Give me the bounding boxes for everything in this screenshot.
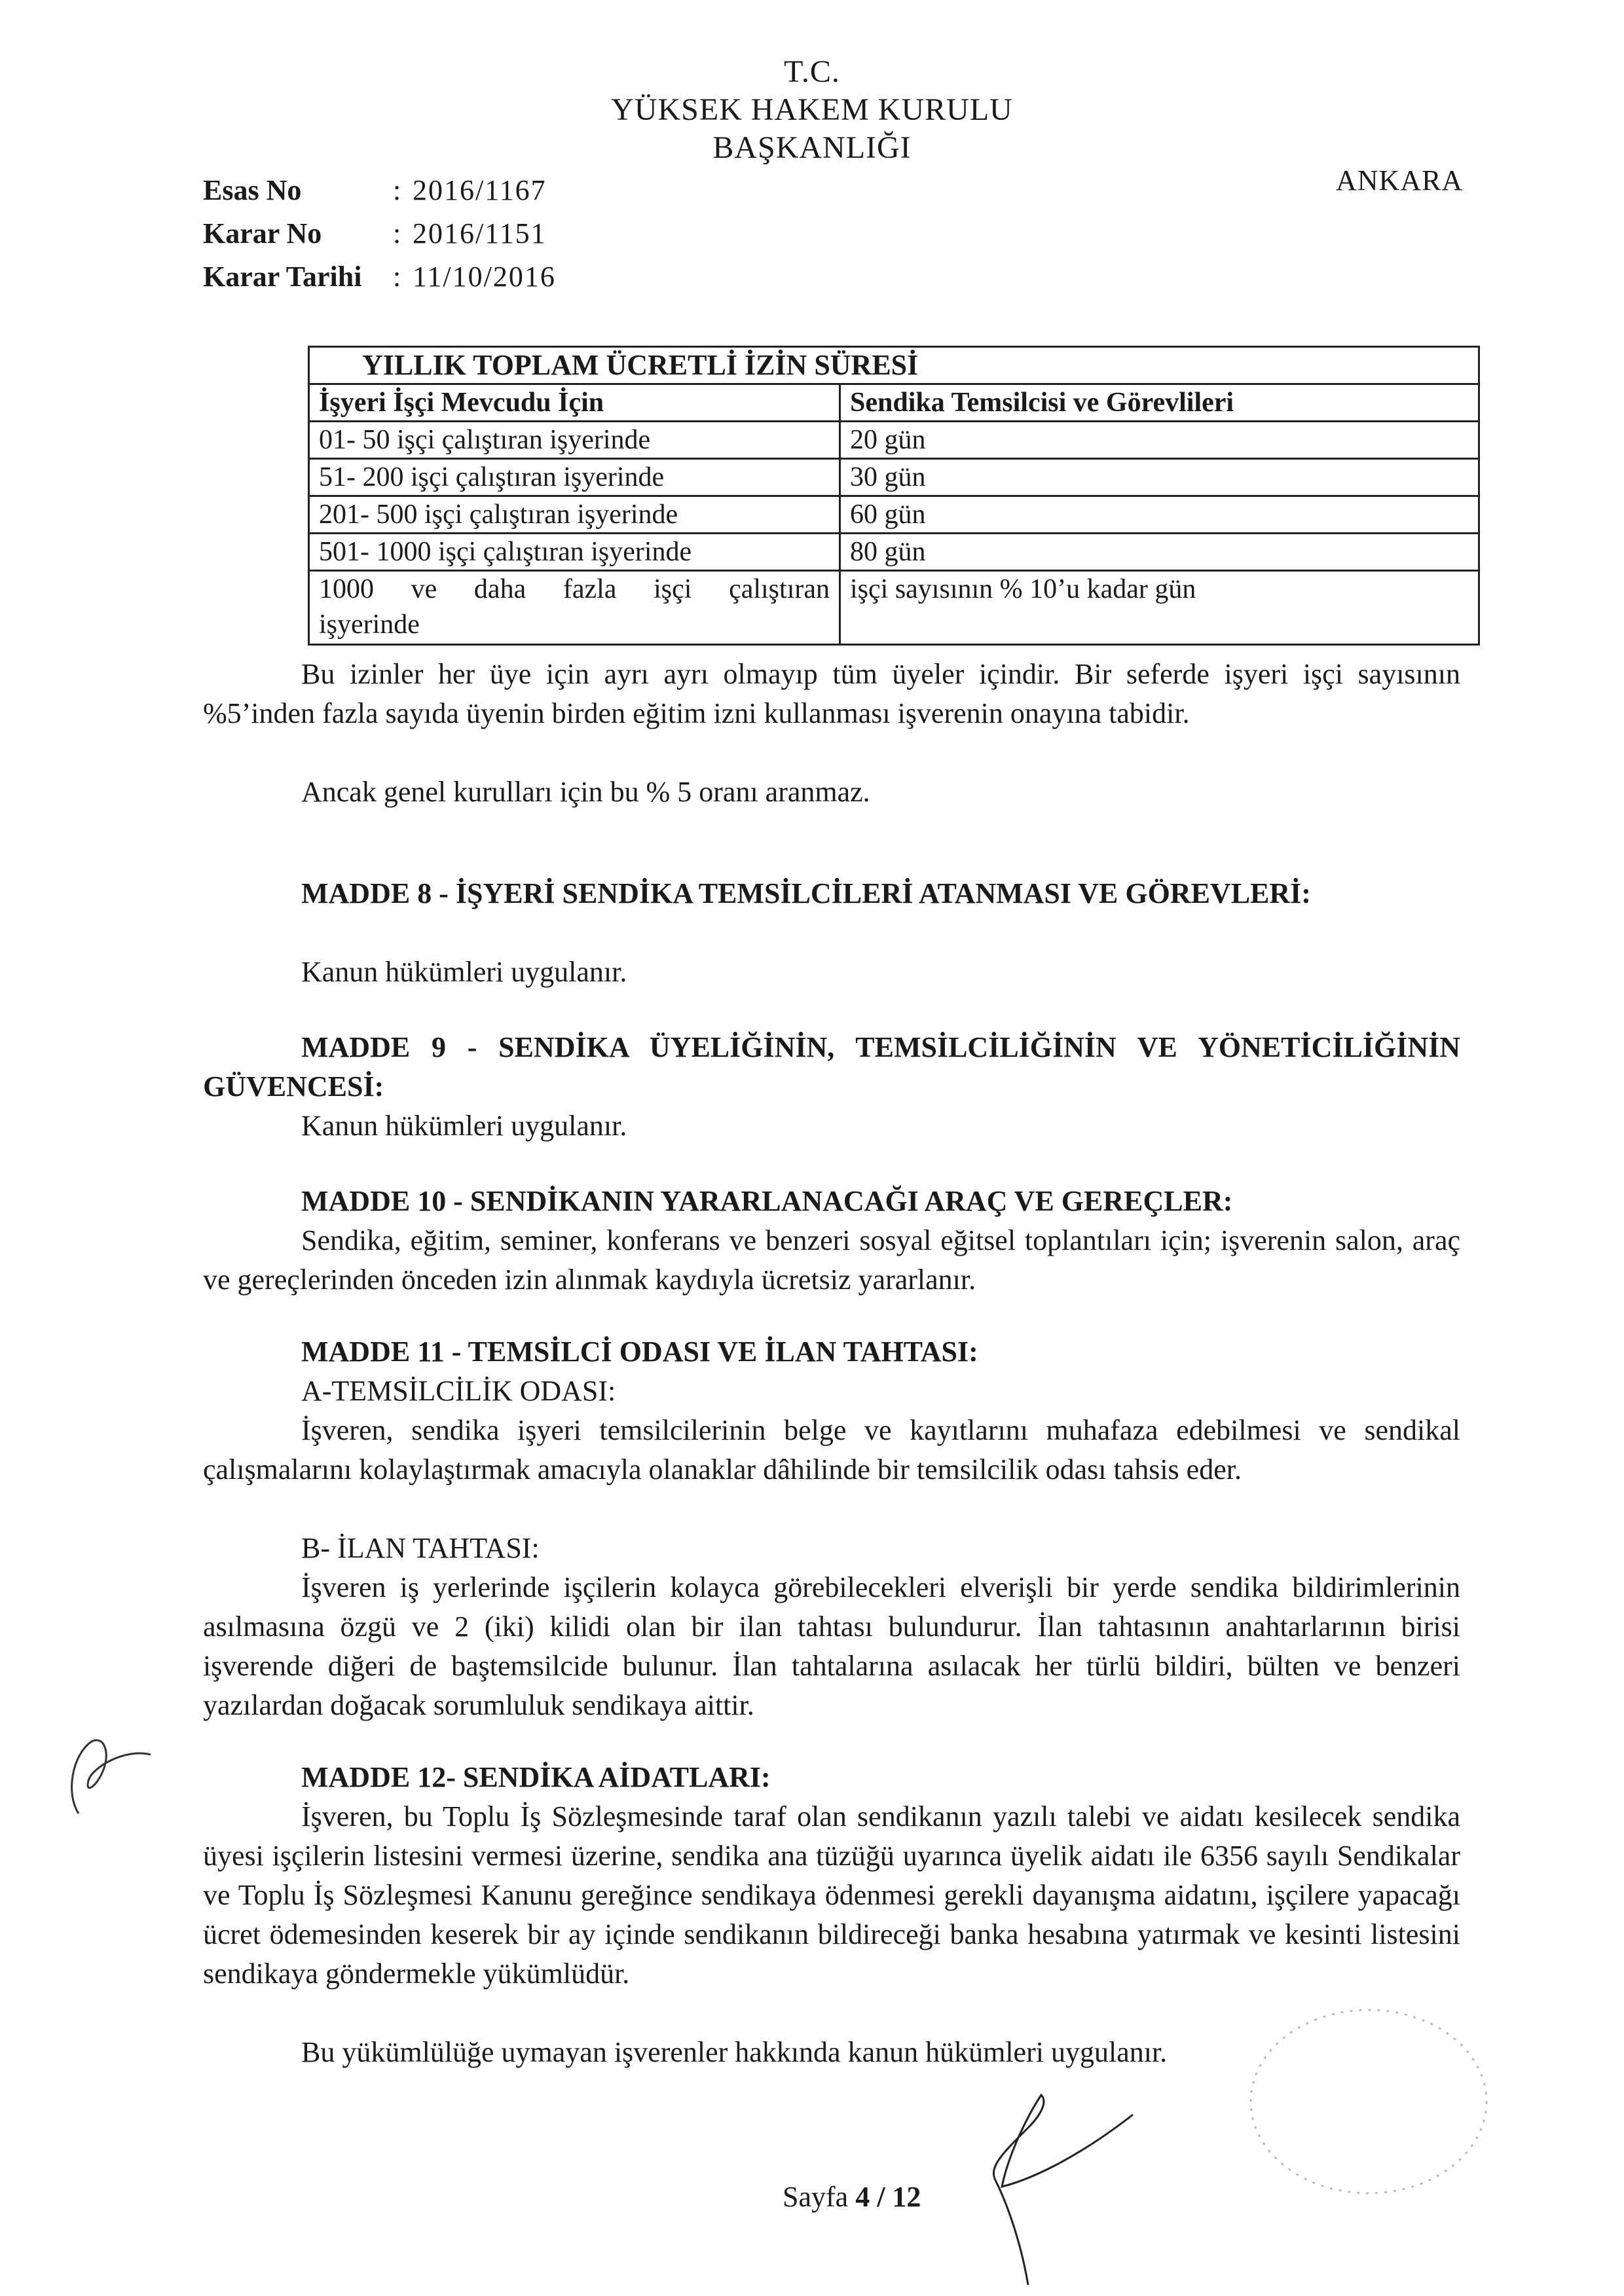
header-city: ANKARA [1336,164,1464,196]
heading-text: MADDE 10 - SENDİKANIN YARARLANACAĞI ARAÇ VE GEREÇLER: [301,1185,1233,1217]
table-cell-line: 1000 ve daha fazla işçi çalıştıran [319,574,830,604]
header-tc: T.C. [784,54,840,89]
heading-text: MADDE 12- SENDİKA AİDATLARI: [301,1761,771,1793]
paragraph-text: İşveren, sendika işyeri temsilcilerinin belge ve kayıtlarını muhafaza edebilmesi ve sendikal çalışmalarını kolaylaştırmak amacıyla olanaklar dâhilinde bir temsilcilik odası tahsis eder. [203,1414,1460,1485]
meta-sep: : [393,217,401,249]
col1-header: İşyeri İşçi Mevcudu İçin [309,384,840,422]
table-row [309,534,1479,571]
madde-11-b-title [203,1529,1460,1568]
meta-label: Esas No [203,174,302,206]
table-cell: 30 gün [840,459,1479,496]
table-cell: 80 gün [840,534,1479,571]
leave-table [308,346,1480,646]
header-institution: YÜKSEK HAKEM KURULU [611,92,1013,127]
madde-12-text [203,1797,1460,1994]
paragraph-text: İşveren, bu Toplu İş Sözleşmesinde taraf olan sendikanın yazılı talebi ve aidatı kesilecek sendika üyesi işçilerin listesini vermesi üzerine, sendika ana tüzüğü uyarınca üyelik aidatı ile 6356 sayılı Sendikalar ve Toplu İş Sözleşmesi Kanunu gereğince sendikaya ödenmesi gerekli dayanışma aidatını, işçilere yapacağı ücret ödemesinden keserek bir ay içinde sendikanın bildireceği banka hesabına yatırmak ve kesinti listesini sendikaya göndermekle yükümlüdür. [203,1800,1460,1990]
heading-text: MADDE 8 - İŞYERİ SENDİKA TEMSİLCİLERİ ATANMASI VE GÖREVLERİ: [301,877,1311,909]
table-cell: 60 gün [840,496,1479,534]
madde-8-title [203,874,1460,913]
meta-sep: : [393,174,401,206]
meta-value: 2016/1167 [413,174,547,206]
meta-value: 2016/1151 [413,217,547,249]
table-row [309,459,1479,496]
table-cell-line: işyerinde [319,610,420,640]
madde-11-title [203,1332,1460,1372]
madde-12-title [203,1758,1460,1797]
meta-sep: : [393,261,401,293]
page-footer [783,2180,921,2214]
madde-11-a-title [203,1372,1460,1411]
stamp-mark [1211,2003,1506,2219]
col2-header: Sendika Temsilcisi ve Görevlileri [840,384,1479,422]
table-row [309,496,1479,534]
paragraph-text: Bu izinler her üye için ayrı ayrı olmayıp tüm üyeler içindir. Bir seferde işyeri işçi sayısının %5’inden fazla sayıda üyenin birden eğitim izni kullanması işverenin onayına tabidir. [203,658,1460,729]
table-title: YILLIK TOPLAM ÜCRETLİ İZİN SÜRESİ [309,347,1479,384]
paragraph-text: İşveren iş yerlerinde işçilerin kolayca görebilecekleri elverişli bir yerde sendika bildirimlerinin asılmasına özgü ve 2 (iki) kilidi olan bir ilan tahtası bulundurur. İlan tahtasının anahtarlarının birisi işverende diğeri de baştemsilcide bulunur. İlan tahtalarına asılacak her türlü bildiri, bülten ve benzeri yazılardan doğacak sorumluluk sendikaya aittir. [203,1571,1460,1721]
madde-11-a-text [203,1411,1460,1489]
madde-9-title [203,1028,1460,1106]
table-cell: 201- 500 işçi çalıştıran işyerinde [309,496,840,534]
paragraph-text: Sendika, eğitim, seminer, konferans ve benzeri sosyal eğitsel toplantıları için; işverenin salon, araç ve gereçlerinden önceden izin alınmak kaydıyla ücretsiz yararlanır. [203,1224,1460,1296]
page-prefix: Sayfa [783,2181,849,2213]
paragraph-text: Kanun hükümleri uygulanır. [301,1110,627,1142]
page-number: 4 / 12 [855,2181,921,2213]
table-cell [309,571,840,645]
initials-mark [39,1715,170,1833]
table-cell: 20 gün [840,422,1479,459]
table-cell: 501- 1000 işçi çalıştıran işyerinde [309,534,840,571]
heading-text: MADDE 11 - TEMSİLCİ ODASI VE İLAN TAHTASI: [301,1336,978,1368]
meta-row-karar [203,212,556,255]
paragraph-izinler [203,655,1460,733]
madde-10-title [203,1182,1460,1221]
table-cell: işçi sayısının % 10’u kadar gün [840,571,1479,645]
table-row [309,422,1479,459]
madde-8-text [203,953,1460,992]
paragraph-text: Ancak genel kurulları için bu % 5 oranı aranmaz. [301,776,870,808]
header-presidency: BAŞKANLIĞI [712,130,912,165]
table-row [309,571,1479,645]
madde-11-b-text [203,1568,1460,1725]
paragraph-text: Kanun hükümleri uygulanır. [301,956,627,988]
table-cell: 51- 200 işçi çalıştıran işyerinde [309,459,840,496]
meta-row-tarih [203,255,556,299]
paragraph-text: Bu yükümlülüğe uymayan işverenler hakkında kanun hükümleri uygulanır. [301,2036,1168,2068]
table-cell: 01- 50 işçi çalıştıran işyerinde [309,422,840,459]
madde-9-text [203,1106,1460,1146]
subheading-text: A-TEMSİLCİLİK ODASI: [301,1375,616,1407]
meta-row-esas [203,169,556,212]
meta-label: Karar Tarihi [203,261,362,293]
paragraph-ancak [203,773,1460,812]
meta-value: 11/10/2016 [413,261,556,293]
case-meta [203,169,556,299]
madde-10-text [203,1221,1460,1300]
table-title-row [309,347,1479,384]
heading-text: MADDE 9 - SENDİKA ÜYELİĞİNİN, TEMSİLCİLİĞİNİN VE YÖNETİCİLİĞİNİN GÜVENCESİ: [203,1031,1460,1102]
signature-mark [930,2075,1153,2291]
meta-label: Karar No [203,217,322,249]
table-header-row [309,384,1479,422]
subheading-text: B- İLAN TAHTASI: [301,1532,540,1564]
